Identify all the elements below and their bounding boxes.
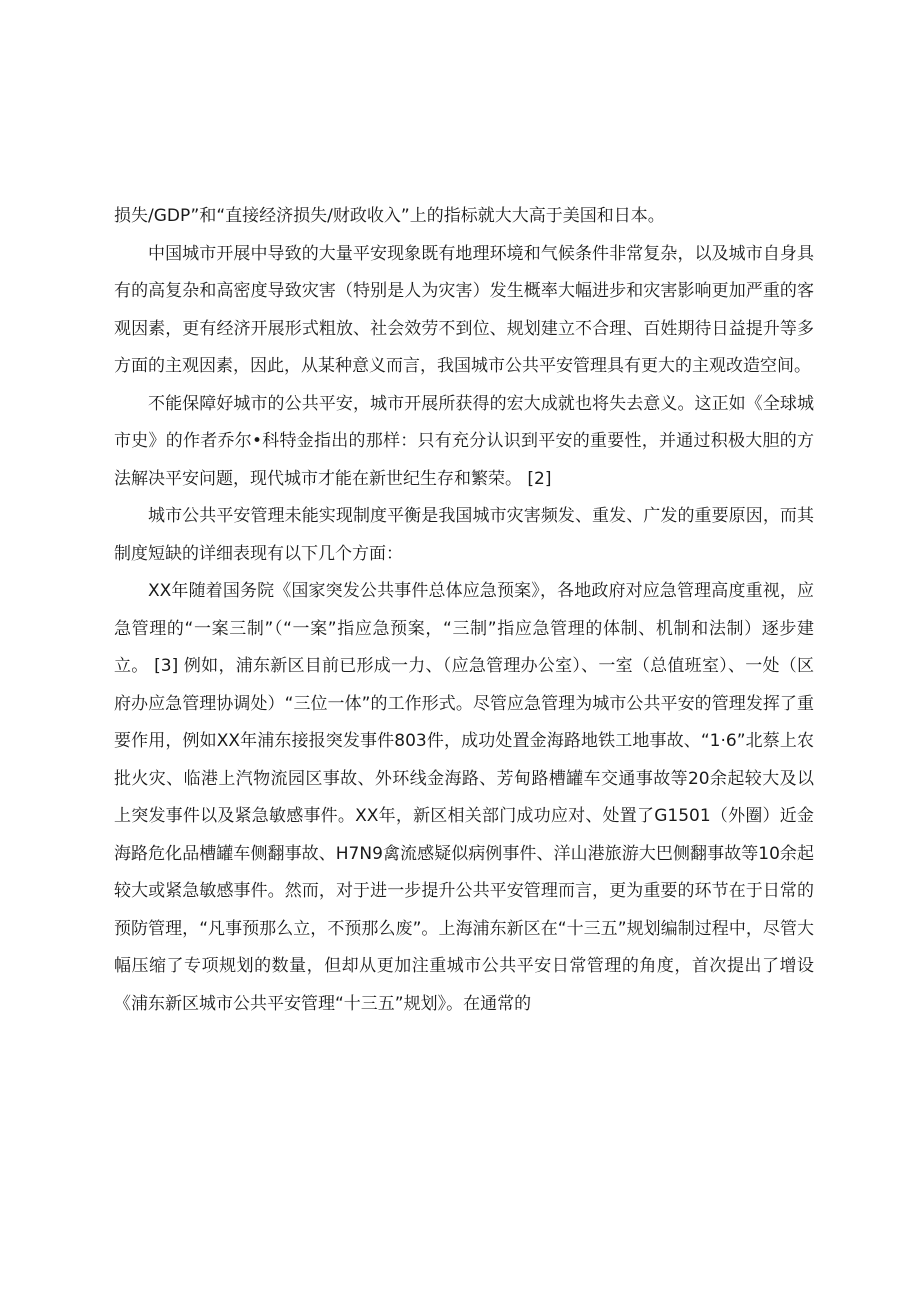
- paragraph-institutional-imbalance: 城市公共平安管理未能实现制度平衡是我国城市灾害频发、重发、广发的重要原因，而其制度短缺的详细表现有以下几个方面：: [114, 506, 814, 564]
- paragraph-continuation: 损失/GDP”和“直接经济损失/财政收入”上的指标就大大高于美国和日本。: [114, 206, 665, 226]
- paragraph-urban-safety-causes: 中国城市开展中导致的大量平安现象既有地理环境和气候条件非常复杂，以及城市自身具有的高复杂和高密度导致灾害（特别是人为灾害）发生概率大幅进步和灾害影响更加严重的客观因素，更有经济开展形式粗放、社会效劳不到位、规划建立不合理、百姓期待日益提升等多方面的主观因素，因此，从某种意义而言，我国城市公共平安管理具有更大的主观改造空间。: [114, 243, 814, 376]
- paragraph-safety-significance: 不能保障好城市的公共平安，城市开展所获得的宏大成就也将失去意义。这正如《全球城市史》的作者乔尔•科特金指出的那样：只有充分认识到平安的重要性，并通过积极大胆的方法解决平安问题，现代城市才能在新世纪生存和繁荣。 [2]: [114, 393, 814, 489]
- document-body: [114, 198, 814, 1023]
- paragraph-emergency-management: XX年随着国务院《国家突发公共事件总体应急预案》，各地政府对应急管理高度重视，应急管理的“一案三制”（“一案”指应急预案，“三制”指应急管理的体制、机制和法制）逐步建立。 [3] 例如，浦东新区目前已形成一力、（应急管理办公室）、一室（总值班室）、一处（区府办应急管理协调处）“三位一体”的工作形式。尽管应急管理为城市公共平安的管理发挥了重要作用，例如XX年浦东接报突发事件803件，成功处置金海路地铁工地事故、“1·6”北蔡上农批火灾、临港上汽物流园区事故、外环线金海路、芳甸路槽罐车交通事故等20余起较大及以上突发事件以及紧急敏感事件。XX年，新区相关部门成功应对、处置了G1501（外圈）近金海路危化品槽罐车侧翻事故、H7N9禽流感疑似病例事件、洋山港旅游大巴侧翻事故等10余起较大或紧急敏感事件。然而，对于进一步提升公共平安管理而言，更为重要的环节在于日常的预防管理，“凡事预那么立，不预那么废”。上海浦东新区在“十三五”规划编制过程中，尽管大幅压缩了专项规划的数量，但却从更加注重城市公共平安日常管理的角度，首次提出了增设《浦东新区城市公共平安管理“十三五”规划》。在通常的: [114, 581, 814, 1014]
